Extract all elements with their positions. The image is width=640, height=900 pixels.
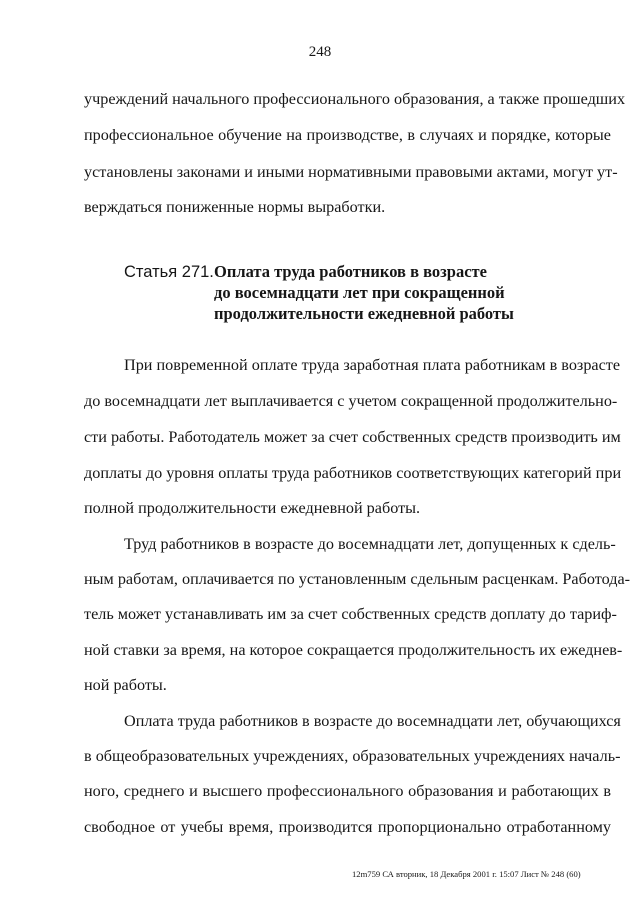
text-line: до восемнадцати лет выплачивается с учетом сокращенной продолжительно- <box>84 392 618 410</box>
text-line: верждаться пониженные нормы выработки. <box>84 198 386 216</box>
text-line: тель может устанавливать им за счет собственных средств доплату до тариф- <box>84 605 617 623</box>
text-line: Оплата труда работников в возрасте до восемнадцати лет, обучающихся <box>124 712 621 730</box>
text-line: доплаты до уровня оплаты труда работников соответствующих категорий при <box>84 464 622 482</box>
text-line: ного, среднего и высшего профессионального образования и работающих в <box>84 782 611 800</box>
page-number: 248 <box>308 44 332 60</box>
text-line: профессиональное обучение на производстве, в случаях и порядке, которые <box>84 126 611 144</box>
text-line: ной работы. <box>84 676 167 694</box>
text-line: ным работам, оплачивается по установленным сдельным расценкам. Работода- <box>84 570 631 588</box>
article-title-line: до восемнадцати лет при сокращенной <box>214 283 505 302</box>
text-line: установлены законами и иными нормативными правовыми актами, могут ут- <box>84 163 618 181</box>
text-line: свободное от учебы время, производится пропорционально отработанному <box>84 818 611 836</box>
text-line: При повременной оплате труда заработная плата работникам в возрасте <box>124 356 621 374</box>
text-line: ной ставки за время, на которое сокращается продолжительность их ежеднев- <box>84 641 623 659</box>
text-line: сти работы. Работодатель может за счет собственных средств производить им <box>84 428 621 446</box>
article-title-line: продолжительности ежедневной работы <box>214 304 514 323</box>
text-line: полной продолжительности ежедневной работы. <box>84 499 421 517</box>
text-line: Труд работников в возрасте до восемнадцати лет, допущенных к сдель- <box>124 535 616 553</box>
text-line: в общеобразовательных учреждениях, образовательных учреждениях началь- <box>84 747 621 765</box>
text-line: учреждений начального профессионального образования, а также прошедших <box>84 90 626 108</box>
article-title-line: Оплата труда работников в возрасте <box>214 262 487 281</box>
print-footer: 12m759 СА вторник, 18 Декабря 2001 г. 15:07 Лист № 248 (60) <box>352 869 581 879</box>
article-number: Статья 271. <box>124 263 214 281</box>
